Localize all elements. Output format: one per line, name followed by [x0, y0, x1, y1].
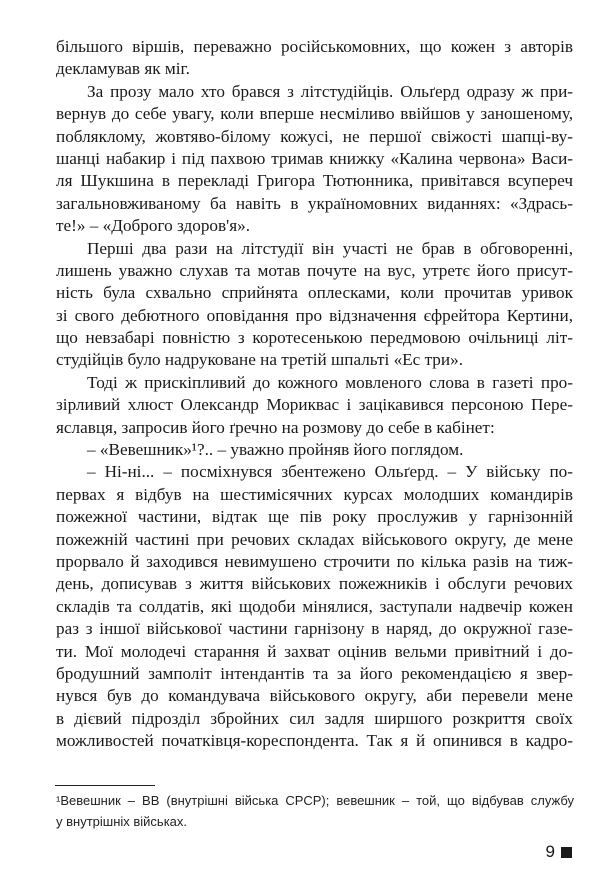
text-line: ти. Мої молодечі старання й захват оцінив вельми привітний і до- [56, 641, 573, 661]
text-line: Перші два рази на літстудії він участі не брав в обговоренні, [87, 238, 573, 258]
text-line: ність була схвально сприйнята оплесками, коли прочитав уривок [56, 283, 573, 303]
text-line: раз з іншої військової частини гарнізону в наряд, до окружної газе- [56, 619, 573, 639]
text-line: За прозу мало хто брався з літстудійців. Ольґерд одразу ж при- [87, 81, 573, 101]
text-line: Тоді ж прискіпливий до кожного мовленого слова в газеті про- [87, 372, 573, 392]
page-number-value: 9 [545, 842, 555, 861]
text-line: більшого віршів, переважно російськомовних, що кожен з авторів [56, 37, 573, 56]
text-line: – Ні-ні... – посміхнувся збентежено Ольґерд. – У війську по- [87, 462, 573, 482]
text-line: день, дописував з життя військових пожежників і обслуги речових [56, 574, 573, 594]
text-line: вернув до себе увагу, коли вперше несміливо ввійшов у заношеному, [56, 104, 573, 124]
paragraph [56, 81, 573, 238]
text-line: зі свого дебютного оповідання про відзначення єфрейтора Кертини, [56, 305, 573, 325]
footnote-separator [55, 785, 155, 786]
paragraph [56, 439, 573, 461]
text-line: шанці набакир і під пахвою тримав книжку «Калина червона» Васи- [56, 148, 573, 168]
text-line: нувся був до командувача військового округу, аби перевели мене [56, 686, 573, 706]
text-line: зірливий хлюст Олександр Мориквас і зацікавився персоною Пере- [56, 395, 573, 415]
paragraph [56, 36, 573, 81]
text-line: те!» – «Доброго здоров'я». [56, 216, 251, 236]
footnote-line: ¹Вевешник – ВВ (внутрішні війська СРСР); вевешник – той, що відбував службу [56, 793, 574, 808]
text-line: пожежної частини, відтак ще пів року прослужив у гарнізонній [56, 507, 573, 527]
text-line: – «Вевешник»¹?.. – уважно пройняв його поглядом. [87, 440, 464, 460]
text-line: яславця, запросив його ґречно на розмову до себе в кабінет: [56, 417, 495, 437]
paragraph [56, 372, 573, 439]
text-line: декламував як міг. [56, 59, 190, 79]
paragraph [56, 238, 573, 372]
text-line: ля Шукшина в перекладі Григора Тютюнника, привітався всупереч [56, 171, 573, 191]
text-line: лишень уважно слухав та мотав почуте на вус, утретє його присут- [56, 260, 573, 280]
text-line: що невзабарі повністю з коротесенькою передмовою очільниці літ- [56, 328, 573, 348]
text-line: первах я відбув на шестимісячних курсах молодших командирів [56, 484, 573, 504]
text-line: в дієвий підрозділ збройних сил задля ширшого розкриття своїх [56, 708, 573, 728]
body-text [56, 36, 573, 753]
text-line: побляклому, жовтяво-білому кожусі, не першої свіжості шапці-ву- [56, 126, 573, 146]
paragraph [56, 461, 573, 752]
text-line: бродушний замполіт інтендантів та за його рекомендацією я звер- [56, 663, 573, 683]
text-line: можливостей початківця-кореспондента. Так я й опинився в кадро- [56, 731, 573, 751]
text-line: пожежній частині при речових складах військового округу, де мене [56, 529, 573, 549]
text-line: складів та солдатів, які щодоби мінялися, заступали надвечір кожен [56, 596, 573, 616]
page-number [546, 842, 572, 862]
footnote [56, 790, 574, 832]
page-marker-square-icon [561, 847, 572, 858]
text-line: студійців було надруковане на третій шпальті «Ес три». [56, 350, 463, 370]
text-line: прорвало й заходився невимушено строчити по кілька разів на тиж- [56, 551, 573, 571]
text-line: загальновживаному ба навіть в україномовних виданнях: «Здрась- [56, 193, 573, 213]
footnote-line: у внутрішніх військах. [56, 814, 188, 829]
